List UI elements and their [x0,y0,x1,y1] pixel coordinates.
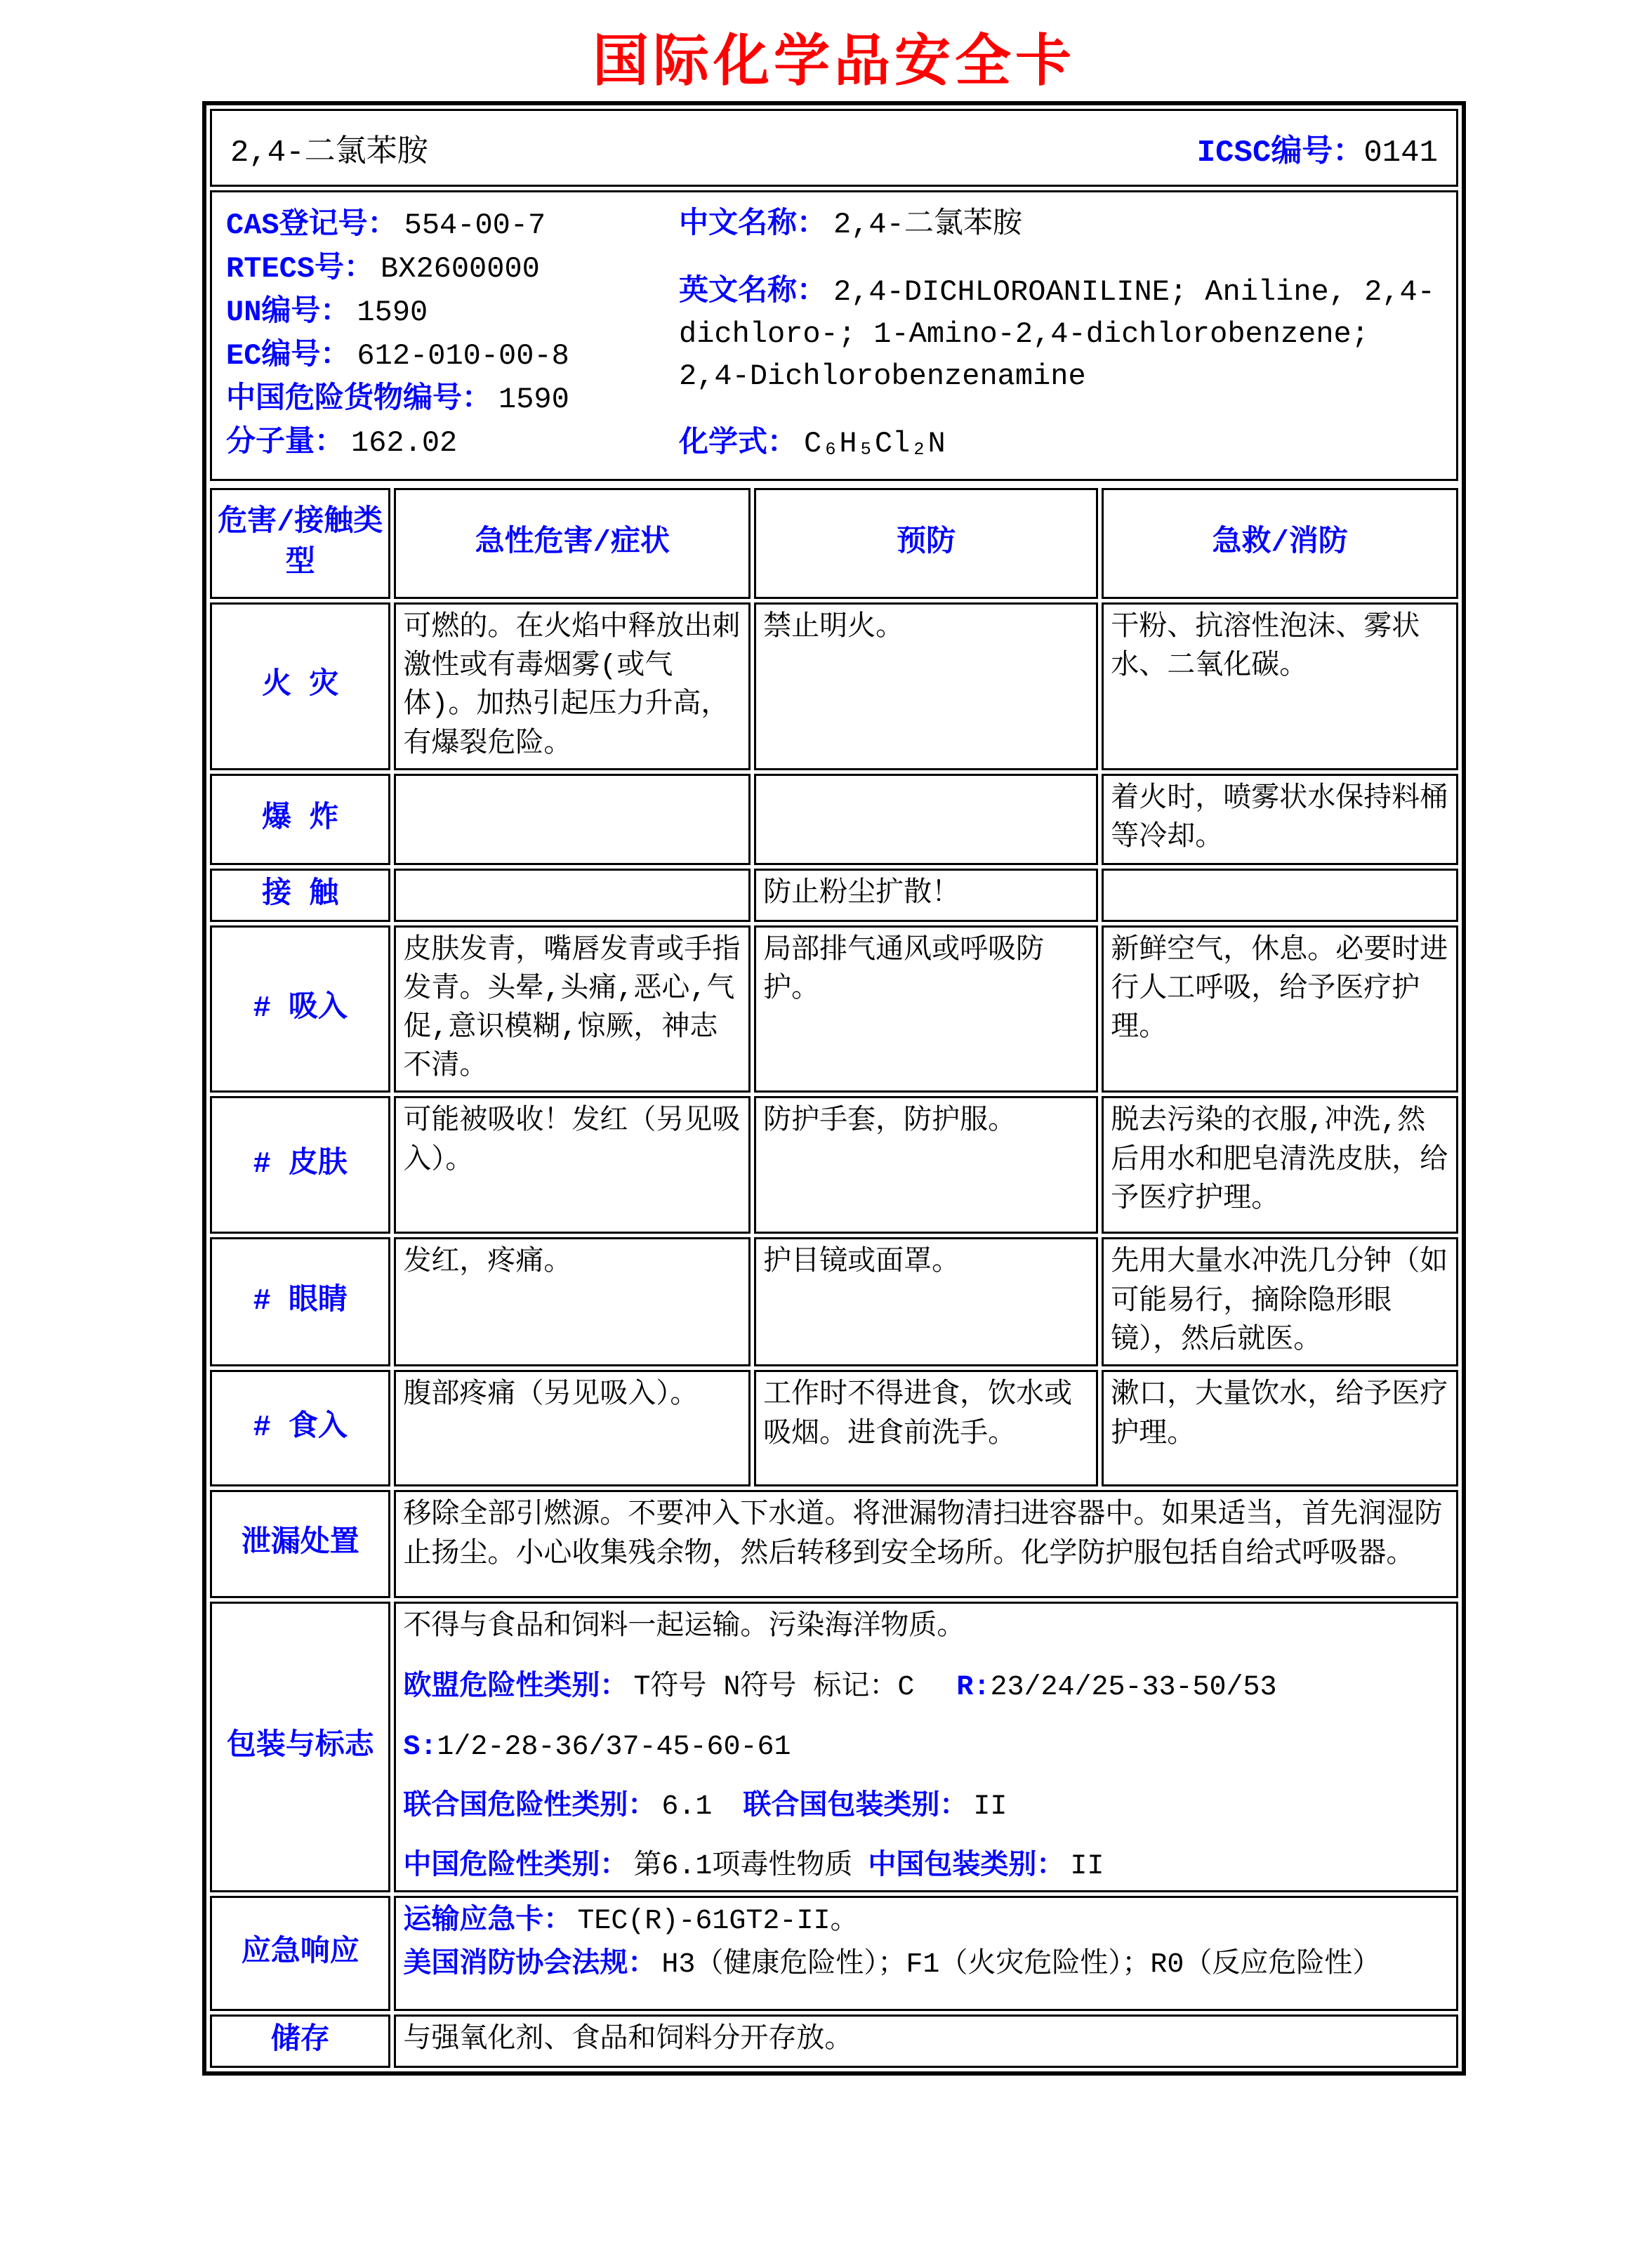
chinese-name-value: 2,4-二氯苯胺 [833,208,1022,242]
r-phrases-label: R: [956,1671,991,1703]
icsc-number [1197,125,1438,171]
hazard-row-packaging-labelling [210,1602,1458,1892]
cn-dangerous-goods-row [226,378,679,421]
rtecs-value: BX2600000 [381,252,540,286]
column-header-acute-symptoms: 急性危害/症状 [394,488,751,599]
explosion-firstaid-cell: 着火时，喷雾状水保持料桶等冷却。 [1102,774,1458,865]
chemical-formula-value: C₆H₅Cl₂N [804,427,946,461]
chinese-name-label: 中文名称： [679,208,827,242]
fire-prevention-cell: 禁止明火。 [754,602,1098,770]
inhalation-prevention-cell: 局部排气通风或呼吸防护。 [754,925,1098,1093]
page-title: 国际化学品安全卡 [593,27,1076,93]
contact-prevention-cell: 防止粉尘扩散！ [754,869,1098,922]
fire-firstaid-cell: 干粉、抗溶性泡沫、雾状水、二氧化碳。 [1102,602,1458,770]
molecular-weight-label: 分子量： [226,426,345,460]
ec-number-value: 612-010-00-8 [357,339,569,373]
chinese-name-row [679,204,1442,246]
eyes-firstaid-cell: 先用大量水冲洗几分钟（如可能易行，摘除隐形眼镜），然后就医。 [1102,1237,1458,1366]
contact-label: 接 触 [210,869,390,922]
identifiers-left-column [226,204,679,465]
un-packing-group-value: II [973,1791,1007,1824]
s-phrases-line [403,1728,1449,1767]
explosion-prevention-cell [754,774,1098,865]
eu-hazard-class-line [403,1668,1449,1707]
substance-name: 2,4-二氯苯胺 [230,136,428,171]
english-name-label: 英文名称： [679,275,827,309]
fire-symptoms-cell: 可燃的。在火焰中释放出刺激性或有毒烟雾(或气体)。加热引起压力升高，有爆裂危险。 [394,602,751,770]
identifiers-right-column [679,204,1442,465]
fire-label: 火 灾 [210,602,390,770]
inhalation-label: # 吸入 [210,925,390,1093]
cn-packing-group-value: II [1070,1851,1104,1883]
un-hazard-class-label: 联合国危险性类别： [403,1791,656,1824]
hazard-row-storage [210,2014,1458,2068]
transport-emergency-card-line [403,1902,1449,1941]
transport-restriction-text: 不得与食品和饲料一起运输。污染海洋物质。 [403,1611,965,1644]
icsc-number-value: 0141 [1363,136,1438,171]
hazard-row-ingestion [210,1370,1458,1486]
english-name-value: 2,4-DICHLOROANILINE; Aniline, 2,4-dichloro-; 1-Amino-2,4-dichlorobenzene; 2,4-Dichlorobenzenamine [679,275,1435,393]
spill-disposal-label: 泄漏处置 [210,1490,390,1598]
r-phrases-value: 23/24/25-33-50/53 [990,1671,1277,1703]
ingestion-firstaid-cell: 漱口，大量饮水，给予医疗护理。 [1102,1370,1458,1486]
nfpa-code-label: 美国消防协会法规： [403,1948,656,1981]
emergency-response-label: 应急响应 [210,1896,390,2011]
english-name-row [679,271,1442,397]
explosion-label: 爆 炸 [210,774,390,865]
un-number-row [226,291,679,334]
packaging-labelling-content [394,1602,1458,1892]
eu-hazard-class-value: T符号 N符号 标记：C [633,1671,915,1703]
un-number-value: 1590 [357,296,428,329]
hazard-table-header-row [210,488,1458,599]
storage-text: 与强氧化剂、食品和饲料分开存放。 [394,2014,1458,2068]
nfpa-code-line [403,1946,1449,1984]
storage-label: 储存 [210,2014,390,2068]
contact-firstaid-cell [1102,869,1458,922]
hazard-row-explosion [210,774,1458,865]
explosion-symptoms-cell [394,774,751,865]
skin-label: # 皮肤 [210,1096,390,1234]
hazard-table [206,484,1462,2071]
substance-header [210,109,1458,187]
hazard-row-eyes [210,1237,1458,1366]
ec-number-row [226,334,679,378]
cn-classification-line [403,1847,1449,1886]
chemical-formula-row [679,423,1442,465]
chemical-formula-label: 化学式： [679,427,798,461]
cas-registry-value: 554-00-7 [404,209,546,242]
cn-hazard-class-label: 中国危险性类别： [403,1851,628,1883]
transport-emergency-card-label: 运输应急卡： [403,1906,572,1938]
inhalation-symptoms-cell: 皮肤发青，嘴唇发青或手指发青。头晕,头痛,恶心,气促,意识模糊,惊厥，神志不清。 [394,925,751,1093]
packaging-labelling-label: 包装与标志 [210,1602,390,1892]
icsc-card [202,101,1466,2076]
column-header-prevention: 预防 [754,488,1098,599]
nfpa-code-value: H3（健康危险性）；F1（火灾危险性）；R0（反应危险性） [661,1948,1381,1981]
eyes-prevention-cell: 护目镜或面罩。 [754,1237,1098,1366]
hazard-row-fire [210,602,1458,770]
ingestion-label: # 食入 [210,1370,390,1486]
molecular-weight-row [226,421,679,465]
contact-symptoms-cell [394,869,751,922]
skin-prevention-cell: 防护手套，防护服。 [754,1096,1098,1234]
s-phrases-value: 1/2-28-36/37-45-60-61 [437,1731,791,1763]
cn-dangerous-goods-label: 中国危险货物编号： [226,383,492,416]
transport-restriction-line [403,1608,1449,1647]
icsc-number-label: ICSC编号： [1196,136,1364,171]
column-header-hazard-type: 危害/接触类型 [210,488,390,599]
skin-firstaid-cell: 脱去污染的衣服,冲洗,然后用水和肥皂清洗皮肤，给予医疗护理。 [1102,1096,1458,1234]
ingestion-symptoms-cell: 腹部疼痛（另见吸入）。 [394,1370,751,1486]
ingestion-prevention-cell: 工作时不得进食，饮水或吸烟。进食前洗手。 [754,1370,1098,1486]
inhalation-firstaid-cell: 新鲜空气，休息。必要时进行人工呼吸，给予医疗护理。 [1102,925,1458,1093]
rtecs-label: RTECS号： [226,252,374,286]
transport-emergency-card-value: TEC(R)-61GT2-II。 [577,1906,859,1938]
cn-packing-group-label: 中国包装类别： [868,1851,1065,1883]
rtecs-row [226,247,679,291]
un-packing-group-label: 联合国包装类别： [743,1791,968,1824]
cn-dangerous-goods-value: 1590 [498,383,569,416]
hazard-row-inhalation [210,925,1458,1093]
column-header-first-aid: 急救/消防 [1102,488,1458,599]
hazard-row-skin [210,1096,1458,1234]
spill-disposal-text: 移除全部引燃源。不要冲入下水道。将泄漏物清扫进容器中。如果适当，首先润湿防止扬尘。小心收集残余物，然后转移到安全场所。化学防护服包括自给式呼吸器。 [394,1490,1458,1598]
un-classification-line [403,1788,1449,1826]
un-number-label: UN编号： [226,296,350,329]
cn-hazard-class-value: 第6.1项毒性物质 [633,1851,853,1883]
s-phrases-label: S: [403,1731,437,1763]
ec-number-label: EC编号： [226,339,350,373]
cas-registry-row [226,204,679,247]
un-hazard-class-value: 6.1 [661,1791,713,1824]
molecular-weight-value: 162.02 [351,426,458,460]
emergency-response-content [394,1896,1458,2011]
hazard-row-emergency-response [210,1896,1458,2011]
eyes-label: # 眼睛 [210,1237,390,1366]
cas-registry-label: CAS登记号： [226,209,397,242]
eyes-symptoms-cell: 发红，疼痛。 [394,1237,751,1366]
hazard-row-spill-disposal [210,1490,1458,1598]
eu-hazard-class-label: 欧盟危险性类别： [403,1671,628,1703]
skin-symptoms-cell: 可能被吸收！发红（另见吸入）。 [394,1096,751,1234]
hazard-row-contact [210,869,1458,922]
identifiers-box [210,190,1458,481]
